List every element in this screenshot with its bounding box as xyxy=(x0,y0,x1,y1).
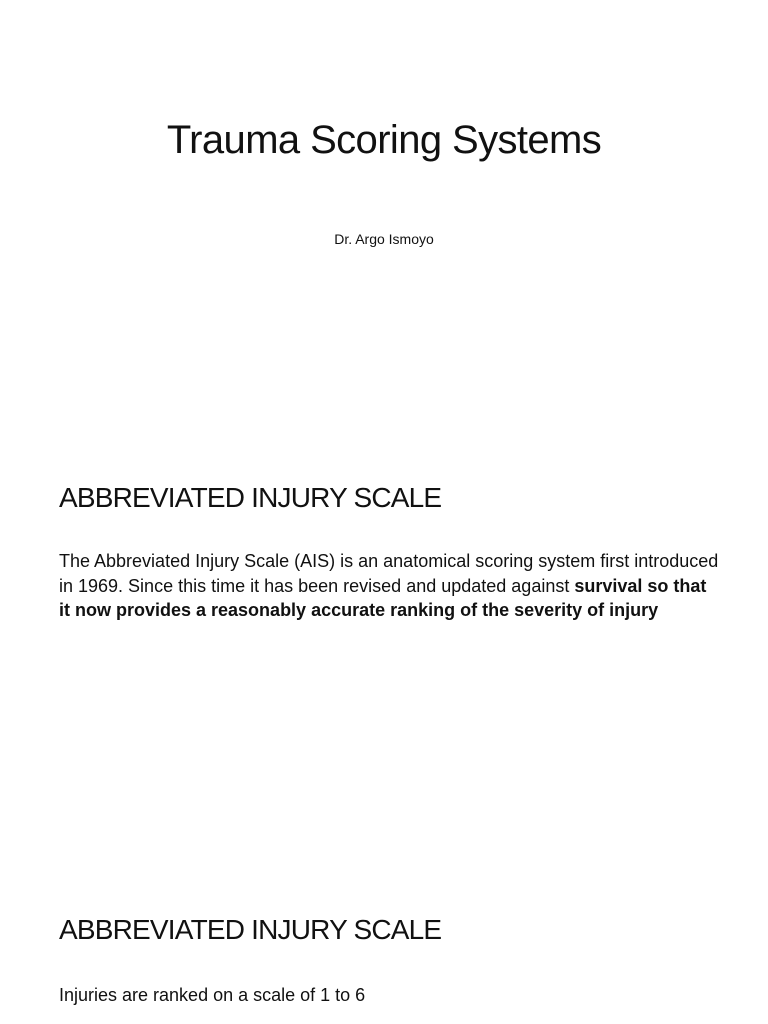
content-slide-ais-ranking xyxy=(0,864,768,1024)
slide-heading: ABBREVIATED INJURY SCALE xyxy=(59,482,442,513)
author-name: Dr. Argo Ismoyo xyxy=(334,231,434,247)
content-slide-ais-definition xyxy=(0,432,768,864)
slide-heading: ABBREVIATED INJURY SCALE xyxy=(59,914,442,945)
body-text-regular: The Abbreviated Injury Scale (AIS) is an anatomical scoring system first introduced in 1969. Since this time it has been revised and updated against xyxy=(59,551,719,596)
body-text-bold: survival so that it now provides a reasonably accurate ranking of the severity of injury xyxy=(59,575,707,620)
slide-body-text: Injuries are ranked on a scale of 1 to 6 xyxy=(59,985,366,1005)
slide-body-text xyxy=(59,549,719,623)
title-slide xyxy=(0,0,768,432)
presentation-title: Trauma Scoring Systems xyxy=(166,118,602,162)
